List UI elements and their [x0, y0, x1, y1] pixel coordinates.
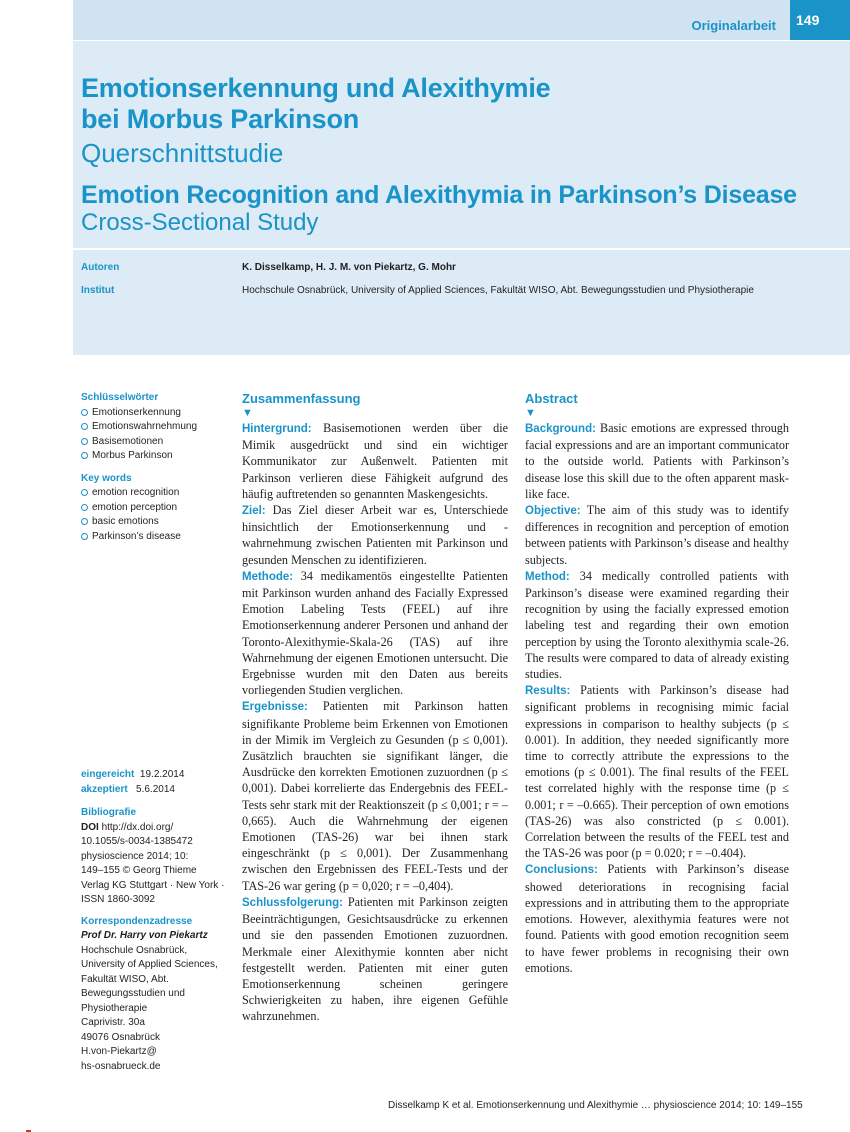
triangle-down-icon: ▼: [242, 407, 253, 419]
received-date: eingereicht 19.2.2014: [81, 769, 185, 780]
publication-info: [81, 768, 231, 1074]
bullet-ring-icon: [81, 438, 88, 445]
email-link[interactable]: H.von-Piekartz@ hs-osnabrueck.de: [81, 1046, 161, 1072]
title-german-line-1: Emotionserkennung und Alexithymie: [81, 73, 551, 103]
address-line: 49076 Osnabrück: [81, 1031, 160, 1043]
keywords-de-list: [81, 406, 231, 464]
correspondence: [81, 915, 231, 1075]
subtitle-english: Cross-Sectional Study: [81, 209, 319, 236]
list-item: emotion perception: [81, 501, 231, 516]
list-item: Morbus Parkinson: [81, 449, 231, 464]
bibliography: [81, 806, 231, 908]
keywords-en-label: Key words: [81, 472, 132, 484]
abstract-paragraph: Schlussfolgerung: Patienten mit Parkinson zeigten Beeinträchtigungen, Gesichtsausdrücke zu erkennen und sie den passenden Emotionen zuzuordnen. Merkmale einer Alexithymie konnten aber nicht festgestellt werden. Patienten mit einer guten Emotionserkennung scheinen geringere Schwierigkeiten zu haben, ihre eigenen Gefühle wahrzunehmen.: [242, 894, 508, 1024]
address-line: Bewegungsstudien und: [81, 988, 185, 999]
accepted-date: akzeptiert 5.6.2014: [81, 783, 175, 795]
bullet-ring-icon: [81, 489, 88, 496]
title-english: Emotion Recognition and Alexithymia in Parkinson’s Disease: [81, 181, 797, 209]
bullet-ring-icon: [81, 452, 88, 459]
abstract-paragraph: Hintergrund: Basisemotionen werden über die Mimik ausgedrückt und sind ein wichtiger Kommunikator zur Außenwelt. Patienten mit Parkinson verlieren diese Fähigkeit aufgrund des häufig auftretenden so genannten Maskengesichts.: [242, 421, 508, 501]
triangle-down-icon: ▼: [525, 407, 536, 419]
bullet-ring-icon: [81, 504, 88, 511]
abstract-paragraph: Method: 34 medically controlled patients with Parkinson’s disease were examined regarding their recognition by using the facially expressed emotion labeling test and regarding their own emotion perception by using the Toronto alexithymia scale-26. The results were compared to data of already existing studies.: [525, 568, 789, 682]
section-label: Originalarbeit: [691, 18, 776, 33]
abstract-paragraph: Ziel: Das Ziel dieser Arbeit war es, Unterschiede hinsichtlich der Emotionserkennung und -wahrnehmung zwischen Patienten mit Parkinson und gesunden Menschen zu identifizieren.: [242, 503, 508, 567]
institute: Hochschule Osnabrück, University of Applied Sciences, Fakultät WISO, Abt. Bewegungsstudien und Physiotherapie: [242, 285, 754, 296]
keywords-block: [81, 391, 231, 544]
bibliography-line: 149–155 © Georg Thieme: [81, 865, 197, 876]
address-line: Caprivistr. 30a: [81, 1017, 145, 1028]
bullet-ring-icon: [81, 518, 88, 525]
page-number: 149: [790, 0, 850, 40]
keywords-en-list: [81, 486, 231, 544]
abstract-paragraph: Ergebnisse: Patienten mit Parkinson hatten signifikante Probleme beim Erkennen von Emotionen in der Mimik im Vergleich zu Gesunden (p ≤ 0,001). Zusätzlich brauchten sie signifikant länger, die Ausdrücke den korrekten Emotionen zuzuordnen (p ≤ 0,001). Dabei korrelierte das Endergebnis des FEEL-Tests sehr stark mit der Reaktionszeit (p ≤ 0,001; r = –0,665). Auch die Wahrnehmung der eigenen Emotionen (TAS-26) war bei ihnen stark eingeschränkt (p ≤ 0,001). Der Zusammenhang zwischen den Ergebnissen des FEEL-Tests und der TAS-26 war gering (p = 0,020; r = –0,404).: [242, 699, 508, 893]
abstract-english: [525, 390, 789, 976]
abstract-paragraph: Background: Basic emotions are expressed through facial expressions and are an important communicator to the outside world. Patients with Parkinson’s disease lose this skill due to the often apparent mask-like face.: [525, 421, 789, 501]
list-item: Emotionswahrnehmung: [81, 420, 231, 435]
bibliography-line: ISSN 1860-3092: [81, 894, 155, 905]
abstract-paragraph: Conclusions: Patients with Parkinson’s disease showed deteriorations in recognising facial expressions and in attributing them to the appropriate emotions. However, alexithymia features were not found. Patients with good emotion recognition seem to have fewer problems in recognising their own emotions.: [525, 862, 789, 975]
correspondence-name: Prof Dr. Harry von Piekartz: [81, 930, 208, 941]
list-item: Emotionserkennung: [81, 406, 231, 421]
title-german-line-2: bei Morbus Parkinson: [81, 104, 360, 134]
title-band: [73, 0, 850, 355]
abstract-english-heading: Abstract: [525, 391, 578, 406]
list-item: Basisemotionen: [81, 435, 231, 450]
list-item: Parkinson’s disease: [81, 530, 231, 545]
list-item: emotion recognition: [81, 486, 231, 501]
authors-label: Autoren: [81, 262, 120, 273]
abstract-german: [242, 390, 508, 1025]
subtitle-german: Querschnittstudie: [81, 138, 284, 168]
abstract-paragraph: Objective: The aim of this study was to identify differences in recognition and perception of emotion between patients with Parkinson’s disease and healthy subjects.: [525, 503, 790, 567]
doi-label: DOI: [81, 821, 99, 833]
title-german: [81, 73, 781, 135]
bibliography-line: physioscience 2014; 10:: [81, 850, 189, 862]
address-line: Hochschule Osnabrück,: [81, 944, 188, 956]
bullet-ring-icon: [81, 423, 88, 430]
address-line: Fakultät WISO, Abt.: [81, 973, 169, 985]
keywords-de-label: Schlüsselwörter: [81, 392, 159, 403]
abstract-paragraph: Results: Patients with Parkinson’s disease had significant problems in recognising mimic facial expressions in comparison to healthy subjects (p ≤ 0.001). In addition, they needed significantly more time to correctly attribute the expressions to the emotions (p ≤ 0.001). The final results of the FEEL test correlated highly with the response time (p ≤ 0.001; r = –0.665). Their perception of own emotions (TAS-26) was also constricted (p ≤ 0.001). Correlation between the results of the FEEL test and the TAS-26 was poor (p = 0.020; r = –0.404).: [525, 683, 789, 861]
list-item: basic emotions: [81, 515, 231, 530]
bullet-ring-icon: [81, 409, 88, 416]
divider: [73, 248, 850, 250]
correspondence-label: Korrespondenzadresse: [81, 915, 193, 927]
bullet-ring-icon: [81, 533, 88, 540]
authors: K. Disselkamp, H. J. M. von Piekartz, G. Mohr: [242, 262, 456, 273]
bibliography-line: Verlag KG Stuttgart · New York ·: [81, 879, 225, 891]
address-line: Physiotherapie: [81, 1002, 148, 1014]
abstract-german-heading: Zusammenfassung: [242, 391, 361, 406]
institute-label: Institut: [81, 285, 115, 296]
abstract-paragraph: Methode: 34 medikamentös eingestellte Patienten mit Parkinson wurden anhand des Facially Expressed Emotion Labeling Tests (FEEL) auf ihre Emotionserkennung anderer Personen und anhand der Toronto-Alexithymie-Skala-26 (TAS) auf ihre Wahrnehmung der eigenen Emotionen untersucht. Die Ergebnisse wurden mit den Daten aus bereits vorliegenden Studien verglichen.: [242, 568, 508, 698]
footer-citation: Disselkamp K et al. Emotionserkennung und Alexithymie … physioscience 2014; 10: 149–155: [388, 1100, 803, 1111]
bibliography-label: Bibliografie: [81, 807, 137, 818]
doi-link[interactable]: http://dx.doi.org/: [101, 821, 174, 833]
address-line: University of Applied Sciences,: [81, 959, 218, 970]
bibliography-line: 10.1055/s-0034-1385472: [81, 836, 193, 847]
